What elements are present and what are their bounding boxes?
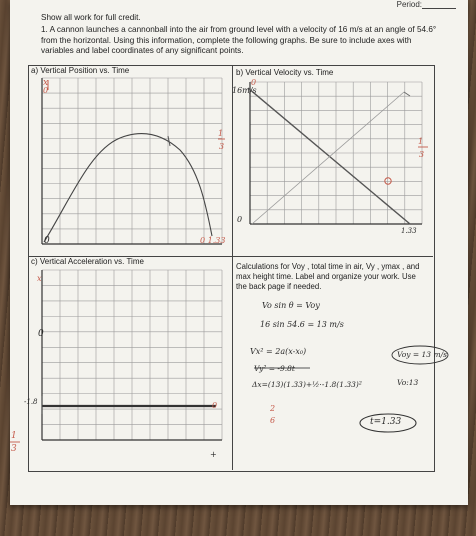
hw-b-x-end: 1.33 [401,227,417,235]
hw-c-accel-value: -1.8 [24,398,38,406]
hw-c-fraction-num: 1 [11,431,17,441]
hw-c-tick-mark: + [210,450,217,459]
calculations-prompt: Calculations for Voy , total time in air, Vy , ymax , and max height time. Label and organize your work. Use the back page if needed. [236,262,420,291]
hw-c-y-label: x [37,274,42,283]
panel-b-red-circle [385,178,391,184]
position-parabola-curve [44,134,212,242]
hw-c-fraction-den: 3 [11,444,17,454]
hw-work-line-3: Vx² = 2a(x-x₀) [250,347,307,356]
grid-lines [42,78,425,440]
hw-b-fraction-num: 1 [418,137,424,146]
hw-voy-answer: Voy = 13 m/s [397,350,447,359]
hw-vo-answer: Vo:13 [397,378,419,387]
period-label: Period: [396,0,422,9]
hw-a-fraction-den: 3 [219,142,225,151]
hw-b-zero: 0 [251,78,257,87]
hw-work-line-1: Vo sin θ = Voy [262,301,320,310]
hw-b-y-value: 16m/s [232,86,257,95]
hw-time-answer: t=1.33 [370,417,402,427]
hw-b-fraction-den: 3 [419,150,425,159]
hw-a-end: 0 1.33 [200,236,226,245]
hw-c-zero: 0 [38,329,44,339]
hw-a-origin: 0 [44,236,50,246]
hw-a-zero: 0 [43,86,49,95]
hw-a-fraction-num: 1 [218,129,224,138]
problem-statement: 1. A cannon launches a cannonball into the air from ground level with a velocity of 16 m/s at an angle of 54.6° from the horizontal. Using this information, complete the following graphs. Be sure to include axes with variables and label coordinates of any significant points. [41,25,437,55]
hw-work-line-5: Δx=(13)(1.33)+½·-1.8(1.33)² [252,380,362,389]
panel-b-title: b) Vertical Velocity vs. Time [236,68,334,77]
hw-red-fraction-num: 2 [270,404,276,413]
hw-work-line-2: 16 sin 54.6 = 13 m/s [260,320,344,329]
panel-c-title: c) Vertical Acceleration vs. Time [31,257,144,266]
instructions-line: Show all work for full credit. [41,13,141,22]
panel-a-title: a) Vertical Position vs. Time [31,66,130,75]
hw-b-origin: 0 [237,215,243,224]
hw-a-y-label: x [43,78,49,88]
hw-work-line-4: Vy² = -9.8t [254,364,295,373]
hw-c-end: 0 [212,401,218,410]
hw-red-fraction-den: 6 [270,416,276,425]
faint-pencil-line [252,92,404,224]
